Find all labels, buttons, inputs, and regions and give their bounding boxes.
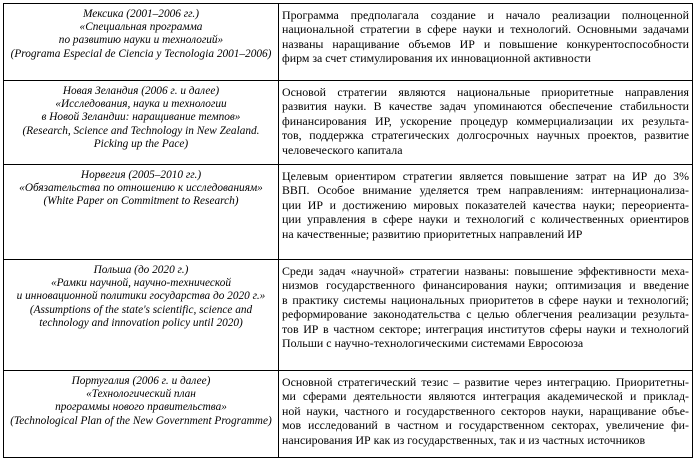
program-original-title-line: Picking up the Pace) bbox=[93, 137, 189, 150]
description-line: Целевым ориентиром стратегии является повышение затрат на ИР до 3% bbox=[282, 169, 689, 183]
description-line: ной науки, частного и государственного секторов науки, наращивание объе- bbox=[282, 403, 689, 418]
description-line: названы наращивание объемов ИР и повышение конкурентоспособности bbox=[282, 36, 689, 51]
strategy-table-body bbox=[4, 4, 693, 458]
description-line: ми сферами деятельности являются интеграция академической и приклад- bbox=[282, 389, 689, 404]
description-line: финансирования ИР, ускорение процедур коммерциализации их результа- bbox=[282, 113, 689, 128]
description-line: тов ИР в частном секторе; интеграция институтов сферы науки и технологий bbox=[282, 321, 689, 336]
country-name-line: Норвегия (2005–2010 гг.) bbox=[80, 169, 202, 181]
program-original-title-line: (Assumptions of the state's scientific, science and bbox=[29, 303, 253, 316]
table-row-portugal bbox=[4, 371, 693, 458]
program-title-line: и инновационной политики государства до 2020 г.» bbox=[16, 290, 266, 303]
program-title-line: по развитию науки и технологий» bbox=[58, 34, 224, 47]
description-cell-portugal bbox=[279, 371, 693, 458]
description-line: Основной стратегический тезис – развитие через интеграцию. Приоритетны- bbox=[282, 375, 689, 389]
description-line: Основой стратегии являются национальные приоритетные направления bbox=[282, 85, 689, 99]
program-title-line: «Исследования, наука и технологии bbox=[55, 98, 227, 111]
table-row-mexico bbox=[4, 4, 693, 81]
description-line: развития науки. В качестве задач упоминаются обеспечение стабильности bbox=[282, 99, 689, 114]
description-cell-new-zealand bbox=[279, 81, 693, 165]
program-original-title-line: (Research, Science and Technology in New Zealand. bbox=[22, 124, 260, 137]
table-row-poland bbox=[4, 260, 693, 371]
program-title-line: «Обязательства по отношению к исследованиям» bbox=[19, 182, 263, 195]
country-cell-poland bbox=[4, 260, 279, 371]
program-title-line: «Технологический план bbox=[86, 388, 196, 401]
country-cell-mexico bbox=[4, 4, 279, 81]
description-line: национальной стратегии в сфере науки и технологий. Основными задачами bbox=[282, 22, 689, 37]
description-line: нансирования ИР как из государственных, так и из частных источников bbox=[282, 432, 646, 447]
description-line: низмов государственного финансирования науки; оптимизация и введение bbox=[282, 278, 689, 293]
program-original-title-line: (Programa Especial de Ciencia y Tecnologia 2001–2006) bbox=[10, 47, 272, 60]
description-line: ции ИР и достижению мировых показателей качества науки; переориента- bbox=[282, 197, 689, 212]
country-cell-new-zealand bbox=[4, 81, 279, 165]
description-line: в практику системы национальных приоритетов в сфере науки и технологий; bbox=[282, 292, 689, 307]
description-cell-poland bbox=[279, 260, 693, 371]
description-cell-mexico bbox=[279, 4, 693, 81]
description-line: мов исследований в частном и государственном секторах, увеличение фи- bbox=[282, 418, 689, 433]
country-name-line: Польша (до 2020 г.) bbox=[93, 264, 189, 276]
program-original-title-line: (Technological Plan of the New Government Programme) bbox=[10, 414, 272, 427]
country-cell-norway bbox=[4, 165, 279, 260]
description-line: ВВП. Особое внимание уделяется трем направлениям: интернационализа- bbox=[282, 183, 689, 198]
program-original-title-line: technology and innovation policy until 2020) bbox=[39, 316, 243, 329]
program-title-line: программы нового правительства» bbox=[55, 401, 227, 414]
program-original-title-line: (White Paper on Commitment to Research) bbox=[43, 195, 239, 208]
country-name-line: Португалия (2006 г. и далее) bbox=[71, 375, 211, 387]
country-cell-portugal bbox=[4, 371, 279, 458]
table-row-new-zealand bbox=[4, 81, 693, 165]
description-line: Польши с научно-технологическими системами Евросоюза bbox=[282, 336, 584, 351]
description-line: тов, поддержка стратегических долгосрочных научных проектов, развитие bbox=[282, 128, 689, 143]
country-name-line: Мексика (2001–2006 гг.) bbox=[83, 8, 199, 20]
description-line: реформирование законодательства с целью облегчения реализации результа- bbox=[282, 307, 689, 322]
table-row-norway bbox=[4, 165, 693, 260]
description-line: на качественные; развитию приоритетных направлений ИР bbox=[282, 226, 583, 241]
program-title-line: «Рамки научной, научно-технической bbox=[50, 277, 232, 290]
description-cell-norway bbox=[279, 165, 693, 260]
program-title-line: «Специальная программа bbox=[79, 21, 203, 34]
description-line: Среди задач «научной» стратегии названы: повышение эффективности меха- bbox=[282, 264, 689, 278]
description-line: Программа предполагала создание и начало реализации полноценной bbox=[282, 8, 689, 22]
description-line: человеческого капитала bbox=[282, 142, 403, 157]
country-name-line: Новая Зеландия (2006 г. и далее) bbox=[62, 85, 220, 97]
strategy-table bbox=[3, 3, 693, 458]
description-line: фирм за счет стимулирования их инновационной активности bbox=[282, 51, 591, 66]
description-line: ции управления в сфере науки и технологий с количественных ориентиров bbox=[282, 212, 689, 227]
program-title-line: в Новой Зеландии: наращивание темпов» bbox=[41, 111, 241, 124]
